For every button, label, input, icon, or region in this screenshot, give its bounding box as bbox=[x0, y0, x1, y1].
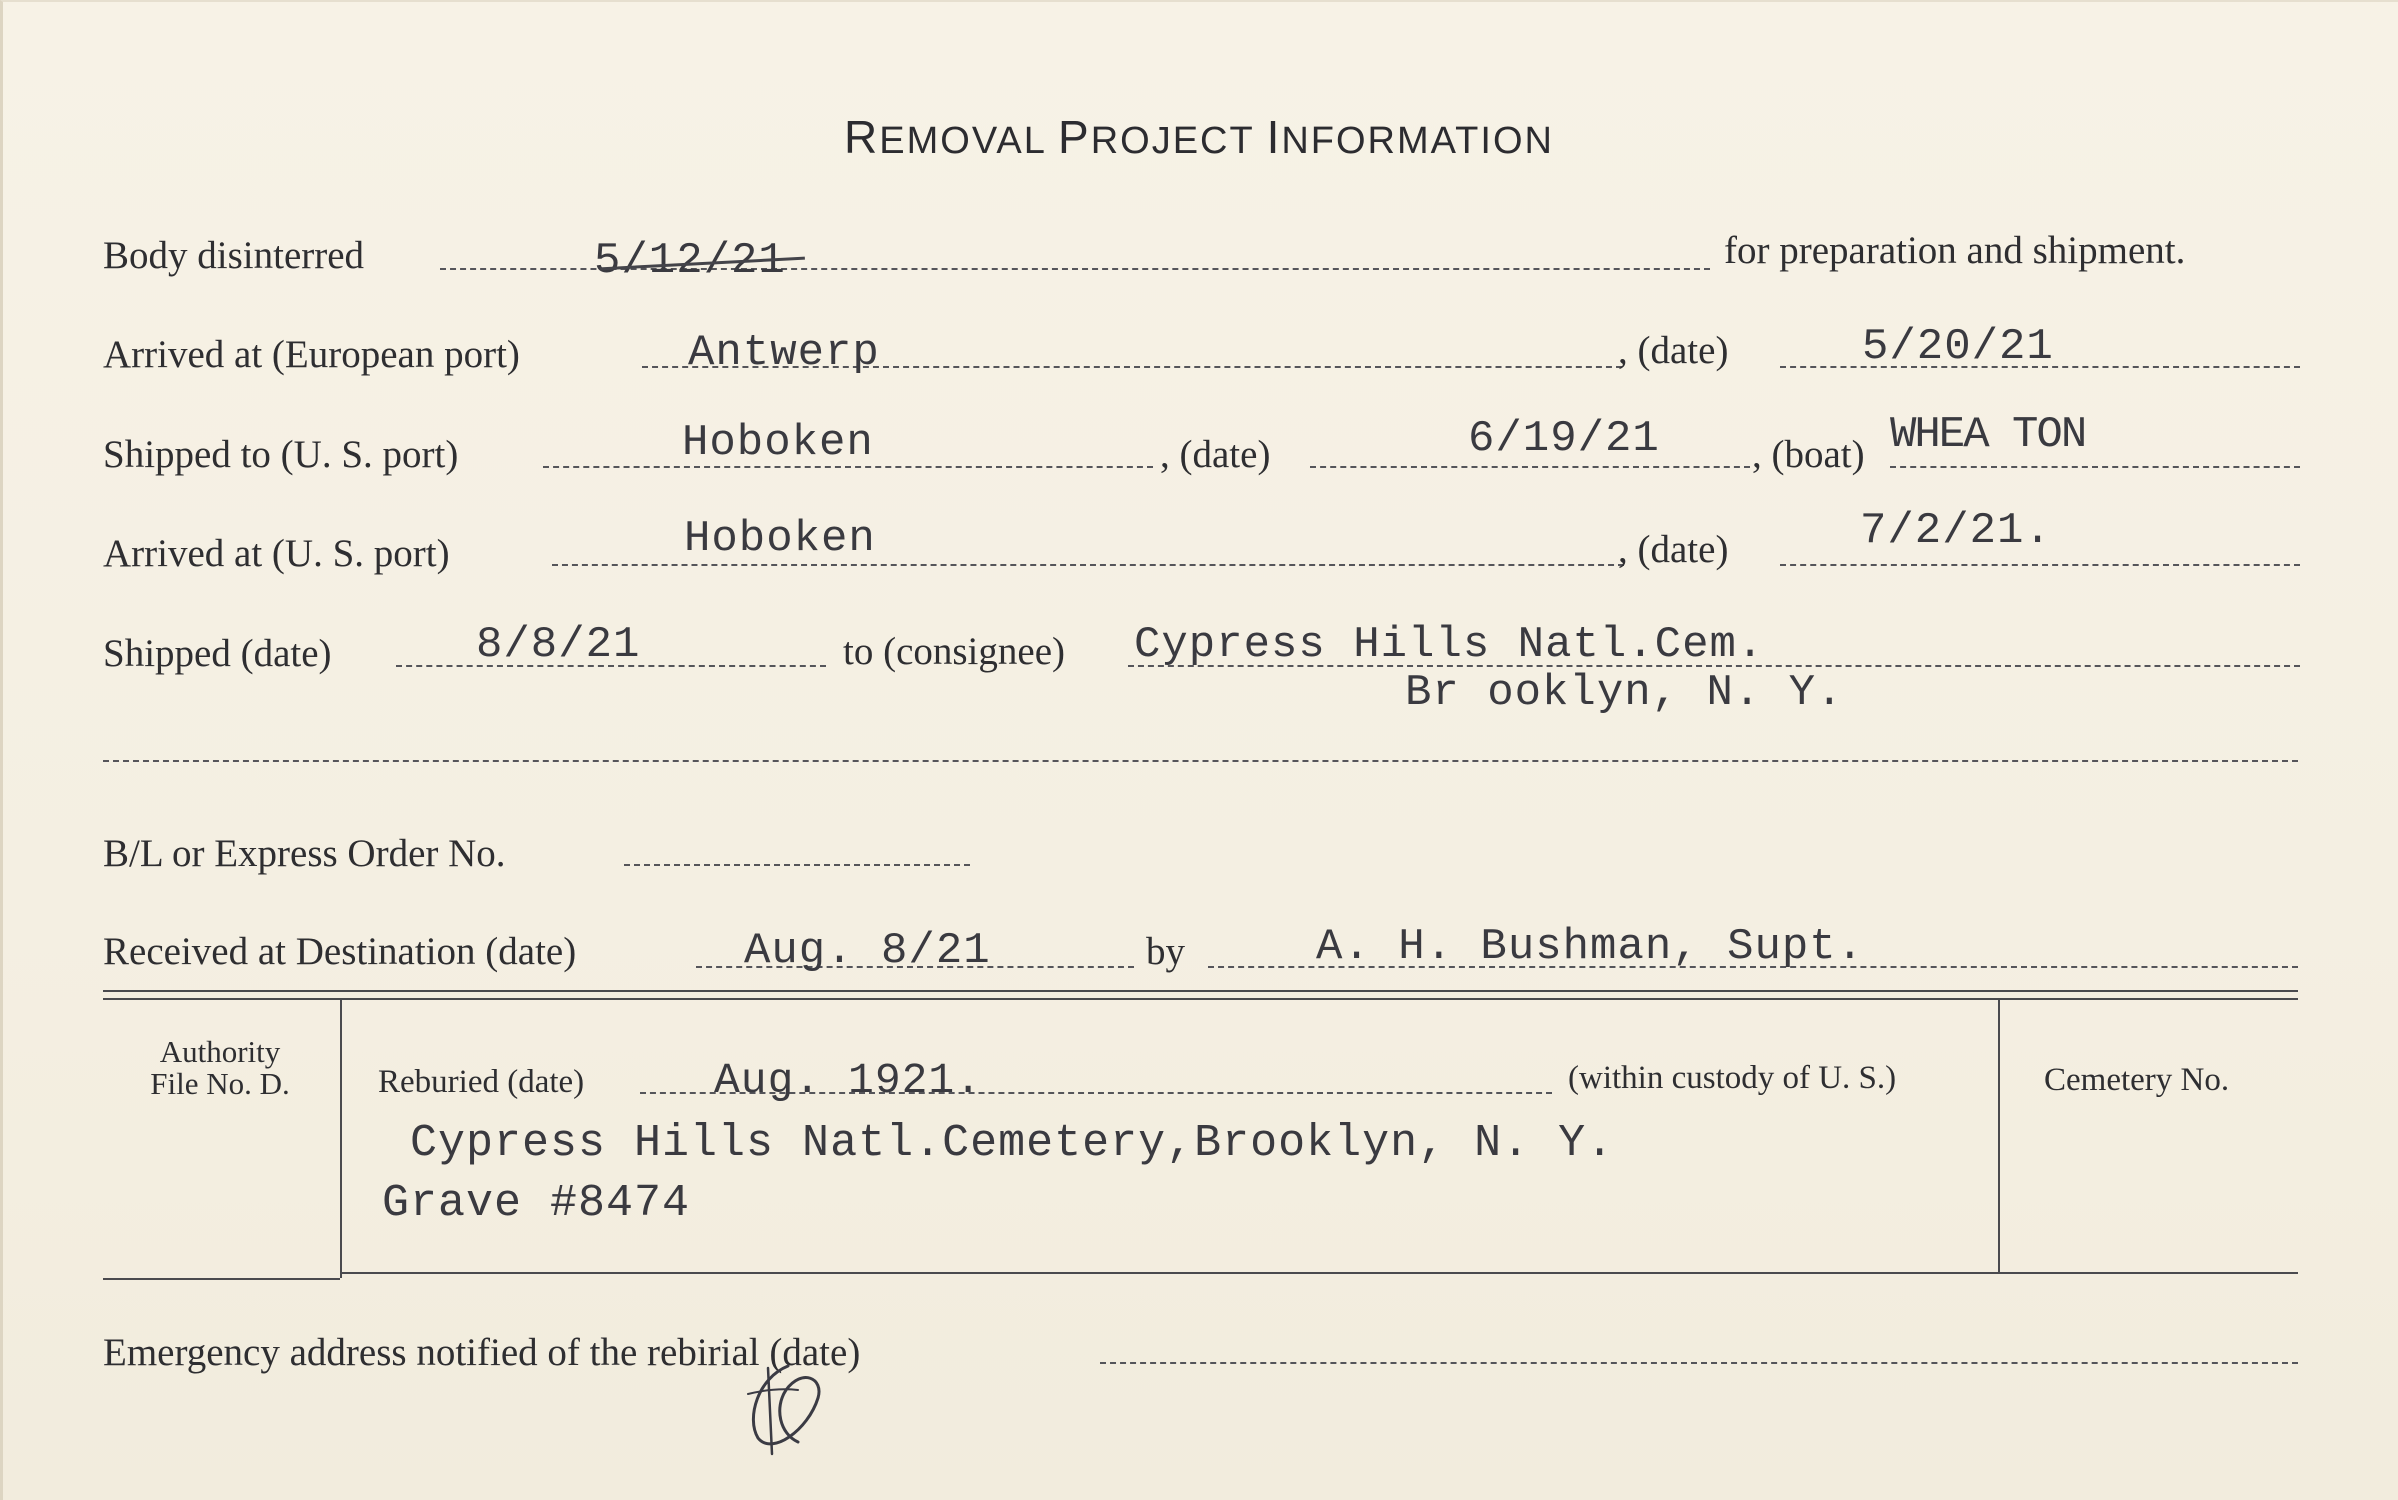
blank-line bbox=[103, 760, 2298, 762]
consignee-line-1: Cypress Hills Natl.Cem. bbox=[1134, 620, 1765, 670]
shipped-label: Shipped (date) bbox=[103, 632, 332, 675]
arrived-european-label: Arrived at (European port) bbox=[103, 333, 520, 376]
arrived-us-label: Arrived at (U. S. port) bbox=[103, 532, 450, 575]
box-bottom-rule bbox=[103, 1278, 340, 1280]
reburied-label: Reburied (date) bbox=[378, 1064, 585, 1100]
grave-number: Grave #8474 bbox=[382, 1178, 691, 1229]
shipped-us-boat-line bbox=[1890, 466, 2300, 468]
title-letter: I bbox=[1266, 111, 1282, 163]
authority-label-1: Authority bbox=[159, 1034, 281, 1069]
custody-label: (within custody of U. S.) bbox=[1568, 1060, 1897, 1096]
bl-label: B/L or Express Order No. bbox=[103, 832, 506, 875]
emergency-label: Emergency address notified of the rebirial (date) bbox=[103, 1331, 861, 1374]
arrived-us-date-value: 7/2/21. bbox=[1860, 506, 2052, 556]
cemetery-no-label: Cemetery No. bbox=[2044, 1062, 2230, 1098]
shipped-us-date-value: 6/19/21 bbox=[1468, 414, 1660, 464]
arrived-us-date-label: , (date) bbox=[1618, 528, 1729, 571]
arrived-european-date-label: , (date) bbox=[1618, 329, 1729, 372]
title-letter: P bbox=[1058, 111, 1091, 163]
arrived-us-line bbox=[552, 564, 1624, 566]
consignee-label: to (consignee) bbox=[843, 630, 1066, 673]
received-by-label: by bbox=[1146, 930, 1185, 973]
authority-label-2: File No. D. bbox=[150, 1066, 290, 1101]
box-divider-right bbox=[1998, 1000, 2000, 1272]
arrived-european-date-value: 5/20/21 bbox=[1862, 322, 2054, 372]
title-word: EMOVAL bbox=[879, 120, 1058, 162]
shipped-us-boat-value: WHEA TON bbox=[1890, 410, 2086, 460]
card-title bbox=[0, 110, 2398, 164]
title-word: NFORMATION bbox=[1281, 120, 1554, 162]
bl-line bbox=[624, 864, 970, 866]
arrived-us-value: Hoboken bbox=[684, 514, 876, 564]
handwritten-initial-mark bbox=[728, 1338, 838, 1458]
arrived-us-date-line bbox=[1780, 564, 2300, 566]
shipped-value: 8/8/21 bbox=[476, 620, 641, 670]
shipped-us-label: Shipped to (U. S. port) bbox=[103, 433, 459, 476]
box-divider-left bbox=[340, 1000, 342, 1278]
arrived-european-value: Antwerp bbox=[688, 328, 880, 378]
received-by-value: A. H. Bushman, Supt. bbox=[1316, 922, 1865, 972]
box-top-rule bbox=[103, 990, 2298, 992]
title-word: ROJECT bbox=[1090, 120, 1267, 162]
received-label: Received at Destination (date) bbox=[103, 930, 577, 973]
box-bottom-rule bbox=[340, 1272, 2298, 1274]
shipped-us-date-label: , (date) bbox=[1160, 433, 1271, 476]
reburial-location: Cypress Hills Natl.Cemetery,Brooklyn, N. Y. bbox=[410, 1118, 1615, 1169]
shipped-us-value: Hoboken bbox=[682, 418, 874, 468]
emergency-line bbox=[1100, 1362, 2298, 1364]
received-value: Aug. 8/21 bbox=[744, 926, 991, 976]
box-top-rule bbox=[103, 998, 2298, 1000]
body-disinterred-label: Body disinterred bbox=[103, 234, 365, 277]
body-disinterred-suffix: for preparation and shipment. bbox=[1724, 229, 2186, 272]
body-disinterred-value: 5/12/21 bbox=[594, 236, 786, 286]
consignee-line-2: Br ooklyn, N. Y. bbox=[1405, 668, 1844, 718]
title-letter: R bbox=[844, 111, 880, 163]
shipped-us-boat-label: , (boat) bbox=[1752, 433, 1865, 476]
reburied-value: Aug. 1921. bbox=[714, 1056, 983, 1105]
shipped-us-date-line bbox=[1310, 466, 1750, 468]
